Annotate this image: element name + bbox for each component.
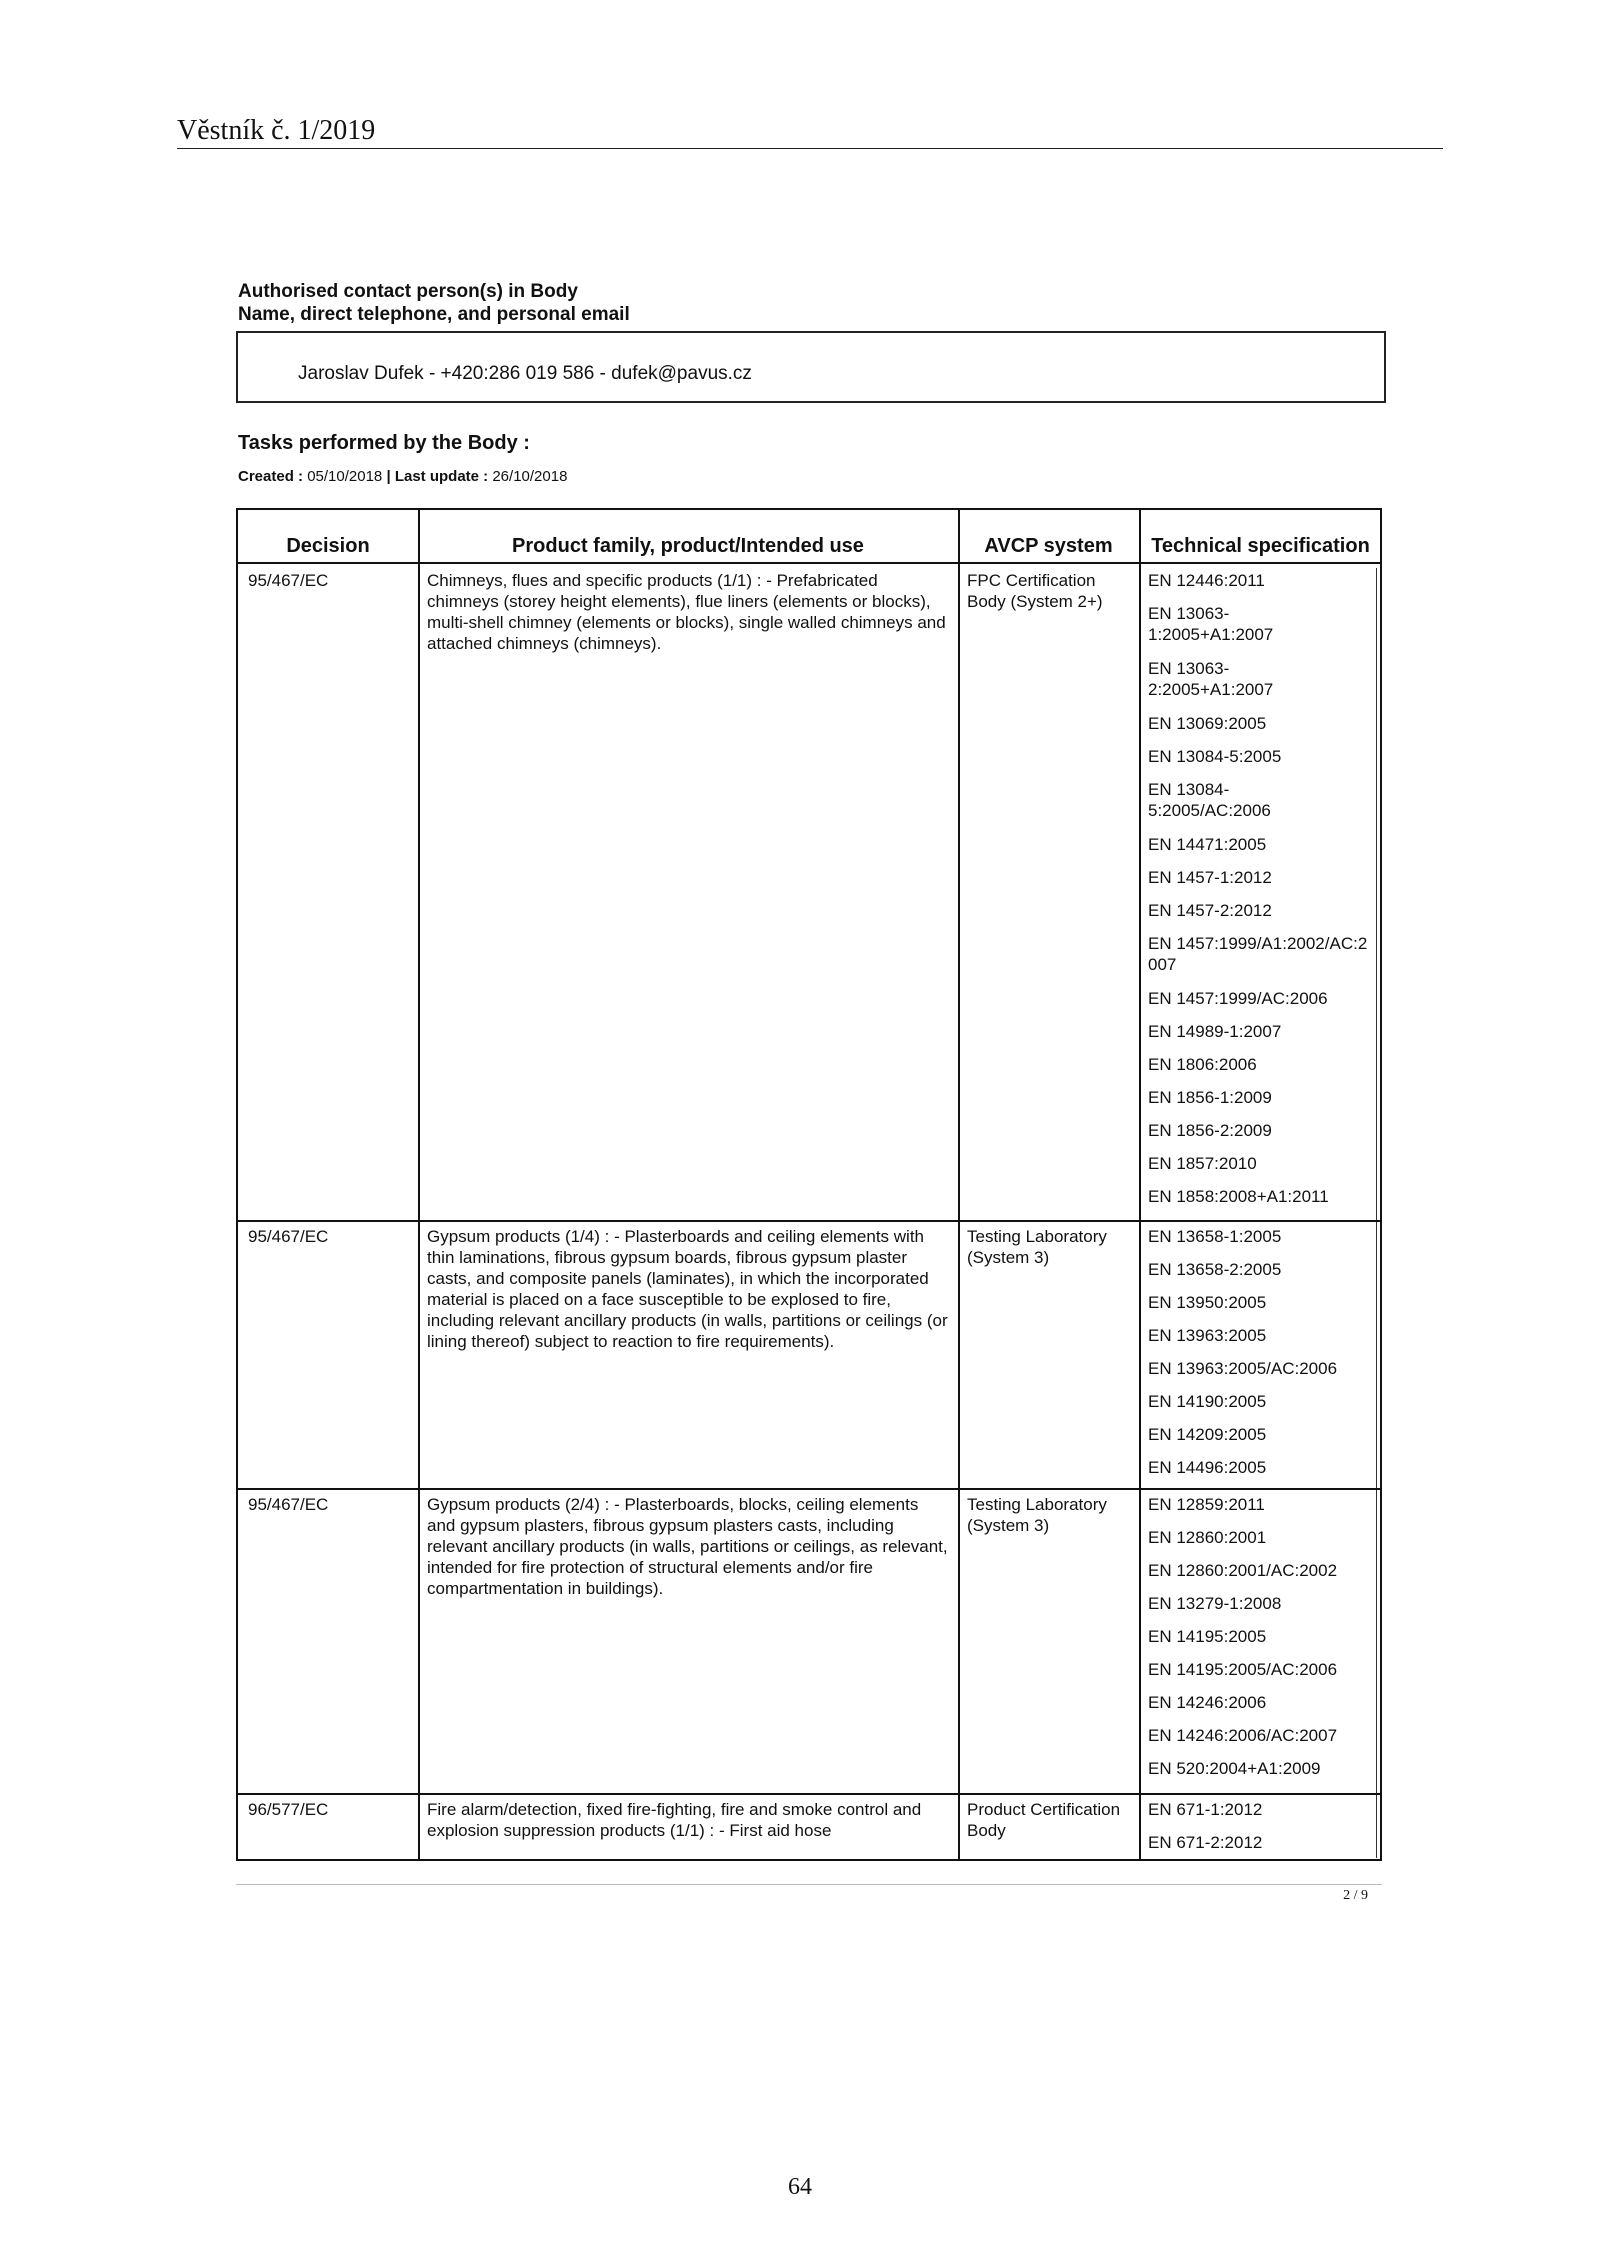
created-value: 05/10/2018 — [307, 468, 383, 485]
spec-item: EN 520:2004+A1:2009 — [1148, 1759, 1321, 1778]
row1-product: Chimneys, flues and specific products (1/1) : - Prefabricated chimneys (storey height elements), flue liners (elements or blocks), multi-shell chimney (elements or blocks), single walled chimneys and attached chimneys (chimneys). — [427, 571, 946, 653]
row1-decision: 95/467/EC — [248, 571, 329, 590]
journal-header — [177, 112, 1443, 149]
footer-rule — [236, 1884, 1382, 1885]
row-divider — [238, 1220, 1380, 1222]
spec-item: EN 14195:2005 — [1148, 1627, 1267, 1646]
spec-item: EN 13963:2005/AC:2006 — [1148, 1359, 1338, 1378]
spec-item: EN 12859:2011 — [1148, 1495, 1265, 1514]
spec-item: EN 14209:2005 — [1148, 1425, 1267, 1444]
spec-item: EN 13658-1:2005 — [1148, 1227, 1282, 1246]
row4-product: Fire alarm/detection, fixed fire-fighting, fire and smoke control and explosion suppression products (1/1) : - First aid hose — [427, 1800, 922, 1840]
spec-item: EN 14190:2005 — [1148, 1392, 1267, 1411]
spec-item: EN 1457:1999/A1:2002/AC:2007 — [1148, 934, 1368, 974]
row3-avcp: Testing Laboratory (System 3) — [967, 1495, 1107, 1535]
row2-decision: 95/467/EC — [248, 1227, 329, 1246]
row1-avcp: FPC Certification Body (System 2+) — [967, 571, 1103, 611]
tasks-heading: Tasks performed by the Body : — [238, 432, 530, 454]
spec-item: EN 12860:2001/AC:2002 — [1148, 1561, 1338, 1580]
spec-item: EN 13069:2005 — [1148, 714, 1267, 733]
spec-item: EN 13063-1:2005+A1:2007 — [1148, 604, 1274, 644]
spec-item: EN 1806:2006 — [1148, 1055, 1257, 1074]
spec-item: EN 13963:2005 — [1148, 1326, 1267, 1345]
page-number: 64 — [788, 2174, 812, 2200]
spec-item: EN 13950:2005 — [1148, 1293, 1267, 1312]
spec-item: EN 1856-2:2009 — [1148, 1121, 1272, 1140]
row4-decision: 96/577/EC — [248, 1800, 329, 1819]
created-label: Created : — [238, 468, 304, 485]
spec-item: EN 14496:2005 — [1148, 1458, 1267, 1477]
row-divider — [238, 1488, 1380, 1490]
spec-item: EN 14989-1:2007 — [1148, 1022, 1282, 1041]
row-divider — [238, 1793, 1380, 1795]
row3-decision: 95/467/EC — [248, 1495, 329, 1514]
updated-label: Last update : — [394, 468, 489, 485]
column-divider — [958, 510, 960, 1859]
spec-item: EN 14195:2005/AC:2006 — [1148, 1660, 1338, 1679]
column-divider — [1376, 568, 1377, 1858]
header-product: Product family, product/Intended use — [512, 535, 864, 557]
spec-item: EN 12446:2011 — [1148, 571, 1265, 590]
contact-box — [236, 331, 1386, 403]
journal-title: Věstník č. 1/2019 — [177, 115, 376, 146]
spec-item: EN 13658-2:2005 — [1148, 1260, 1282, 1279]
spec-item: EN 1457:1999/AC:2006 — [1148, 989, 1328, 1008]
spec-item: EN 1857:2010 — [1148, 1154, 1257, 1173]
column-divider — [418, 510, 420, 1859]
row3-product: Gypsum products (2/4) : - Plasterboards, blocks, ceiling elements and gypsum plasters, fibrous gypsum plasters casts, including relevant ancillary products (in walls, partitions or ceilings, as relevant, intended for fire protection of structural elements and/or fire compartmentation in buildings). — [427, 1495, 948, 1598]
spec-item: EN 12860:2001 — [1148, 1528, 1267, 1547]
spec-item: EN 13063-2:2005+A1:2007 — [1148, 659, 1274, 699]
updated-value: 26/10/2018 — [492, 468, 568, 485]
spec-item: EN 13084-5:2005 — [1148, 747, 1282, 766]
header-avcp: AVCP system — [984, 535, 1113, 557]
dates-line — [238, 468, 567, 485]
header-rule — [238, 562, 1380, 564]
header-decision: Decision — [286, 535, 370, 557]
row4-avcp: Product Certification Body — [967, 1800, 1121, 1840]
page-count: 2 / 9 — [1343, 1888, 1368, 1903]
row2-avcp: Testing Laboratory (System 3) — [967, 1227, 1107, 1267]
header-spec: Technical specification — [1151, 535, 1370, 557]
spec-item: EN 671-2:2012 — [1148, 1833, 1263, 1852]
date-separator: | — [386, 468, 391, 485]
contact-heading-line2: Name, direct telephone, and personal email — [238, 304, 630, 325]
contact-heading — [238, 280, 630, 326]
spec-item: EN 14471:2005 — [1148, 835, 1267, 854]
column-divider — [1139, 510, 1141, 1859]
spec-item: EN 14246:2006/AC:2007 — [1148, 1726, 1338, 1745]
spec-item: EN 13084-5:2005/AC:2006 — [1148, 780, 1271, 820]
spec-item: EN 1457-2:2012 — [1148, 901, 1272, 920]
spec-item: EN 13279-1:2008 — [1148, 1594, 1282, 1613]
contact-heading-line1: Authorised contact person(s) in Body — [238, 281, 578, 302]
spec-item: EN 1856-1:2009 — [1148, 1088, 1272, 1107]
spec-item: EN 1858:2008+A1:2011 — [1148, 1187, 1329, 1206]
row2-product: Gypsum products (1/4) : - Plasterboards and ceiling elements with thin laminations, fibrous gypsum boards, fibrous gypsum plaster casts, and composite panels (laminates), in which the incorporated material is placed on a face susceptible to be explosed to fire, including relevant ancillary products (in walls, partitions or ceilings (or lining thereof) subject to reaction to fire requirements). — [427, 1227, 948, 1351]
tasks-table — [236, 508, 1382, 1861]
spec-item: EN 671-1:2012 — [1148, 1800, 1263, 1819]
contact-value: Jaroslav Dufek - +420:286 019 586 - dufek@pavus.cz — [298, 363, 752, 384]
spec-item: EN 1457-1:2012 — [1148, 868, 1272, 887]
spec-item: EN 14246:2006 — [1148, 1693, 1267, 1712]
